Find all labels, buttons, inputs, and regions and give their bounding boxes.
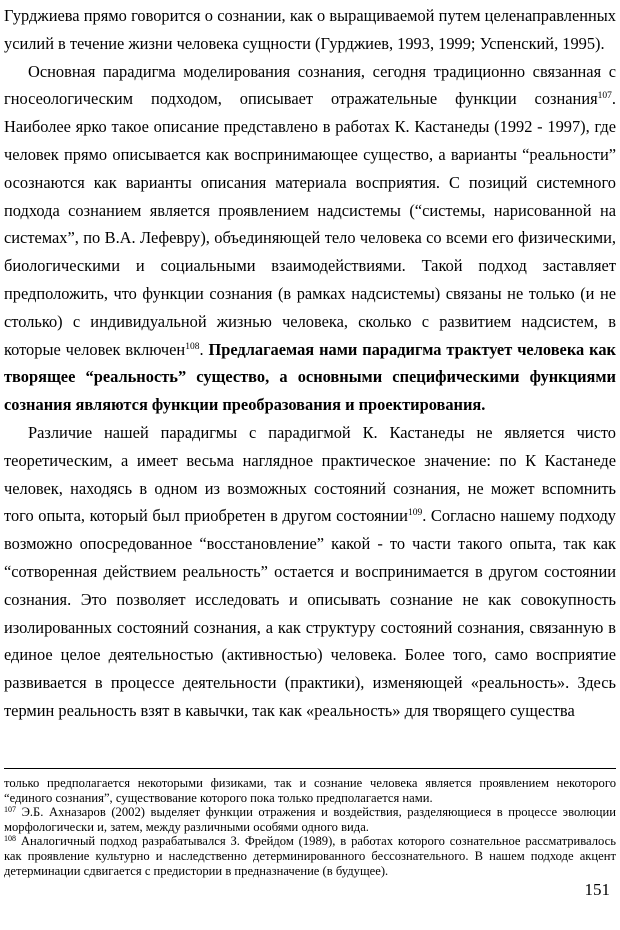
text-run: Гурджиева прямо говорится о сознании, как о выращиваемой путем целенаправленных усилий в течение жизни человека сущности (Гурджиев, 1993, 1999; Успенский, 1995).	[4, 6, 616, 53]
page-number: 151	[584, 880, 610, 899]
text-run: только предполагается некоторыми физиками, так и сознание человека является проявлением некоторого “единого сознания”, существование которого пока только предполагается нами.	[4, 776, 616, 805]
text-run: . Согласно нашему подходу возможно опосредованное “восстановление” какой - то части такого опыта, так как “сотворенная действием реальность” остается и воспринимается в другом состоянии сознания. Это позволяет исследовать и описывать сознание не как совокупность изолированных состояний сознания, а как структуру состояний сознания, связанную в единое целое деятельностью (активностью) человека. Более того, само восприятие развивается в процессе деятельности (практики), изменяющей «реальность». Здесь термин реальность взят в кавычки, так как «реальность» для творящего существа	[4, 506, 616, 720]
text-run: Аналогичный подход разрабатывался З. Фрейдом (1989), в работах которого сознательное рассматривалось как проявление культурно и наследственно детерминированного бессознательного. В нашем подходе акцент детерминации сдвигается с предистории в предназначение (в будущее).	[4, 834, 616, 878]
footnotes	[4, 776, 616, 878]
paragraph	[4, 58, 616, 419]
text-run: Э.Б. Ахназаров (2002) выделяет функции отражения и воздействия, разделяющиеся в процессе эволюции морфологически и, затем, между различными особями одного вида.	[4, 805, 616, 834]
text-run: .	[199, 339, 209, 359]
footnote-reference: 107	[4, 805, 16, 815]
footnote	[4, 834, 616, 878]
footnote-separator	[4, 768, 616, 769]
text-run: Основная парадигма моделирования сознания, сегодня традиционно связанная с гносеологическим подходом, описывает отражательные функции сознания	[4, 61, 616, 109]
text-run: Различие нашей парадигмы с парадигмой К. Кастанеды не является чисто теоретическим, а имеет весьма наглядное практическое значение: по К Кастанеде человек, находясь в одном из возможных состояний сознания, не может вспомнить того опыта, который был приобретен в другом состоянии	[4, 422, 616, 526]
footnote-reference: 108	[4, 834, 16, 844]
paragraph	[4, 419, 616, 725]
main-text	[4, 2, 616, 725]
paragraph	[4, 2, 616, 58]
footnote-reference: 109	[407, 508, 423, 519]
text-run: . Наиболее ярко такое описание представлено в работах К. Кастанеды (1992 - 1997), где человек прямо описывается как воспринимающее существо, а варианты “реальности” осознаются как варианты описания материала восприятия. С позиций системного подхода сознанием является проявлением надсистемы (“системы, нарисованной на системах”, по В.А. Лефевру), объединяющей тело человека со всеми его физическими, биологическими и социальными взаимодействиями. Такой подход заставляет предположить, что функции сознания (в рамках надсистемы) связаны не только (и не столько) с индивидуальной жизнью человека, сколько с развитием надсистем, в которые человек включен	[4, 89, 616, 359]
footnote	[4, 805, 616, 834]
footnote-reference: 108	[185, 341, 200, 352]
footnote-reference: 107	[597, 91, 612, 102]
footnote	[4, 776, 616, 805]
emphasized-text: Предлагаемая нами парадигма трактует человека как творящее “реальность” существо, а основными специфическими функциями сознания являются функции преобразования и проектирования.	[4, 339, 616, 415]
